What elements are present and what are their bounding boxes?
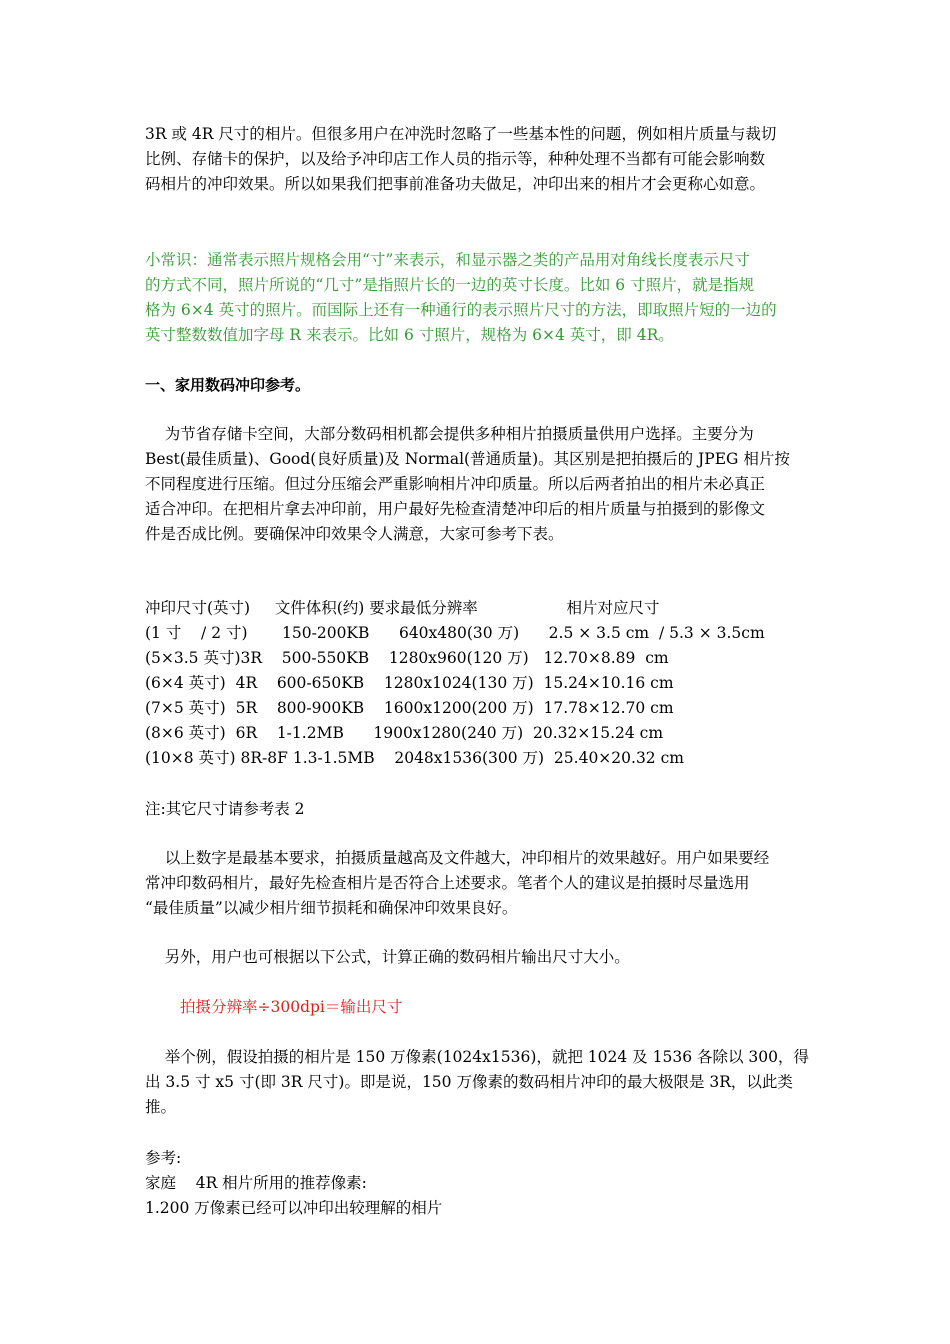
table-row: (8×6 英寸) 6R 1-1.2MB 1900x1280(240 万) 20.32×15.24 cm [145, 724, 664, 742]
formula: 拍摄分辨率÷300dpi＝输出尺寸 [180, 998, 403, 1016]
table-note: 注:其它尺寸请参考表 2 [145, 800, 305, 818]
paragraph-line: 举个例，假设拍摄的相片是 150 万像素(1024x1536)，就把 1024 及 1536 各除以 300，得 [145, 1048, 809, 1066]
example-paragraph [145, 1045, 815, 1120]
tip-line: 的方式不同，照片所说的“几寸”是指照片长的一边的英寸长度。比如 6 寸照片，就是指规 [145, 276, 755, 294]
table-row: (7×5 英寸) 5R 800-900KB 1600x1200(200 万) 17.78×12.70 cm [145, 699, 674, 717]
paragraph-line: 不同程度进行压缩。但过分压缩会严重影响相片冲印质量。所以后两者拍出的相片未必真正 [145, 475, 766, 493]
formula-intro: 另外，用户也可根据以下公式，计算正确的数码相片输出尺寸大小。 [145, 948, 630, 966]
tip-line: 小常识：通常表示照片规格会用“寸”来表示，和显示器之类的产品用对角线长度表示尺寸 [145, 251, 750, 269]
print-size-table [145, 596, 765, 771]
reference-title: 参考: [145, 1149, 182, 1167]
paragraph-line: 以上数字是最基本要求，拍摄质量越高及文件越大，冲印相片的效果越好。用户如果要经 [145, 849, 770, 867]
intro-paragraph [145, 122, 815, 197]
reference-line: 家庭 4R 相片所用的推荐像素: [145, 1174, 367, 1192]
paragraph-line: “最佳质量”以减少相片细节损耗和确保冲印效果良好。 [145, 899, 518, 917]
table-row: (10×8 英寸) 8R-8F 1.3-1.5MB 2048x1536(300 万) 25.40×20.32 cm [145, 749, 684, 767]
tip-line: 英寸整数数值加字母 R 来表示。比如 6 寸照片，规格为 6×4 英寸，即 4R。 [145, 326, 674, 344]
tip-paragraph [145, 248, 815, 348]
paragraph-line: 件是否成比例。要确保冲印效果令人满意，大家可参考下表。 [145, 525, 564, 543]
quality-paragraph [145, 422, 815, 547]
paragraph-line: 适合冲印。在把相片拿去冲印前，用户最好先检查清楚冲印后的相片质量与拍摄到的影像文 [145, 500, 766, 518]
section-heading: 一、家用数码冲印参考。 [145, 376, 311, 394]
reference-section [145, 1146, 815, 1221]
table-row: (5×3.5 英寸)3R 500-550KB 1280x960(120 万) 12.70×8.89 cm [145, 649, 669, 667]
paragraph-line: Best(最佳质量)、Good(良好质量)及 Normal(普通质量)。其区别是把拍摄后的 JPEG 相片按 [145, 450, 790, 468]
paragraph-line: 为节省存储卡空间，大部分数码相机都会提供多种相片拍摄质量供用户选择。主要分为 [145, 425, 754, 443]
table-header: 冲印尺寸(英寸) 文件体积(约) 要求最低分辨率 相片对应尺寸 [145, 599, 660, 617]
requirement-paragraph [145, 846, 815, 921]
intro-line: 码相片的冲印效果。所以如果我们把事前准备功夫做足，冲印出来的相片才会更称心如意。 [145, 175, 766, 193]
table-row: (6×4 英寸) 4R 600-650KB 1280x1024(130 万) 15.24×10.16 cm [145, 674, 674, 692]
paragraph-line: 出 3.5 寸 x5 寸(即 3R 尺寸)。即是说，150 万像素的数码相片冲印的最大极限是 3R，以此类 [145, 1073, 793, 1091]
paragraph-line: 常冲印数码相片，最好先检查相片是否符合上述要求。笔者个人的建议是拍摄时尽量选用 [145, 874, 750, 892]
intro-line: 3R 或 4R 尺寸的相片。但很多用户在冲洗时忽略了一些基本性的问题，例如相片质量与裁切 [145, 125, 777, 143]
table-row: (1 寸 / 2 寸) 150-200KB 640x480(30 万) 2.5 × 3.5 cm / 5.3 × 3.5cm [145, 624, 765, 642]
intro-line: 比例、存储卡的保护，以及给予冲印店工作人员的指示等，种种处理不当都有可能会影响数 [145, 150, 766, 168]
reference-line: 1.200 万像素已经可以冲印出较理解的相片 [145, 1199, 443, 1217]
tip-line: 格为 6×4 英寸的照片。而国际上还有一种通行的表示照片尺寸的方法，即取照片短的一边的 [145, 301, 777, 319]
paragraph-line: 推。 [145, 1098, 177, 1116]
